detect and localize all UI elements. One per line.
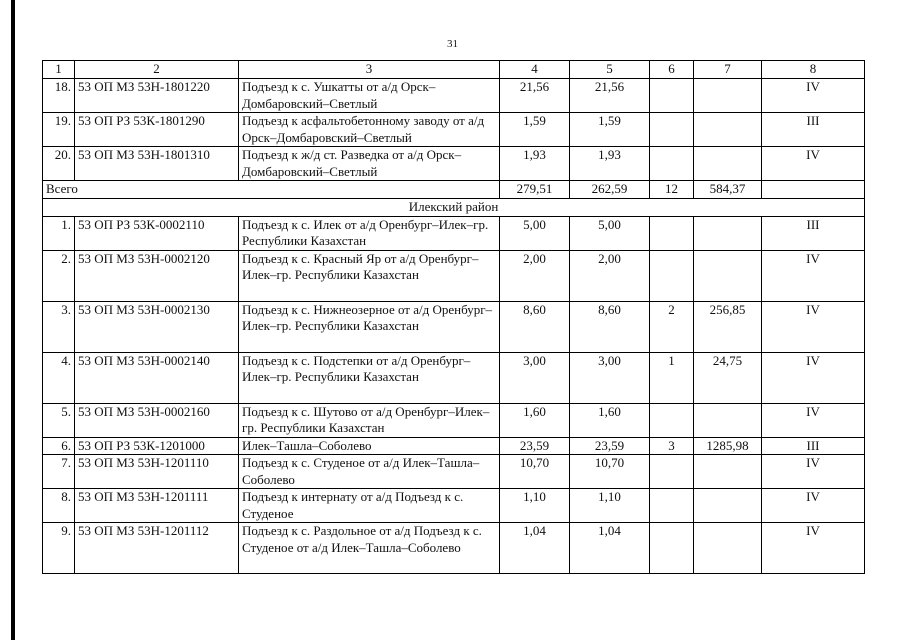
- road-name: Подъезд к ж/д ст. Разведка от а/д Орск–Домбаровский–Светлый: [239, 147, 500, 181]
- bridge-count: [650, 523, 694, 574]
- length-value: 1,93: [500, 147, 570, 181]
- length-value: 8,60: [500, 301, 570, 352]
- row-number: 5.: [43, 403, 75, 437]
- length-value-2: 1,10: [570, 489, 650, 523]
- total-length: 279,51: [500, 181, 570, 199]
- total-label: Всего: [43, 181, 500, 199]
- length-value: 23,59: [500, 437, 570, 455]
- length-value-2: 21,56: [570, 79, 650, 113]
- bridge-count: [650, 79, 694, 113]
- bridge-length: 24,75: [694, 352, 762, 403]
- length-value: 5,00: [500, 216, 570, 250]
- row-number: 9.: [43, 523, 75, 574]
- total-row: [43, 181, 865, 199]
- total-bridge-length: 584,37: [694, 181, 762, 199]
- length-value: 1,10: [500, 489, 570, 523]
- road-code: 53 ОП МЗ 53Н-1201112: [75, 523, 239, 574]
- road-name: Подъезд к с. Ушкатты от а/д Орск–Домбаровский–Светлый: [239, 79, 500, 113]
- bridge-count: [650, 113, 694, 147]
- road-code: 53 ОП РЗ 53К-0002110: [75, 216, 239, 250]
- bridge-count: [650, 250, 694, 301]
- table-row: [43, 250, 865, 301]
- bridge-length: [694, 455, 762, 489]
- length-value-2: 3,00: [570, 352, 650, 403]
- total-category: [762, 181, 865, 199]
- row-number: 2.: [43, 250, 75, 301]
- bridge-length: 256,85: [694, 301, 762, 352]
- table-row: [43, 147, 865, 181]
- bridge-length: [694, 79, 762, 113]
- total-bridge-count: 12: [650, 181, 694, 199]
- road-name: Подъезд к с. Подстепки от а/д Оренбург–Илек–гр. Республики Казахстан: [239, 352, 500, 403]
- bridge-count: [650, 455, 694, 489]
- road-category: III: [762, 113, 865, 147]
- road-code: 53 ОП МЗ 53Н-0002130: [75, 301, 239, 352]
- column-header: 5: [570, 61, 650, 79]
- length-value-2: 5,00: [570, 216, 650, 250]
- table-row: [43, 352, 865, 403]
- road-category: IV: [762, 301, 865, 352]
- road-category: IV: [762, 147, 865, 181]
- length-value-2: 10,70: [570, 455, 650, 489]
- column-header: 4: [500, 61, 570, 79]
- bridge-length: [694, 489, 762, 523]
- road-name: Илек–Ташла–Соболево: [239, 437, 500, 455]
- road-name: Подъезд к асфальтобетонному заводу от а/д Орск–Домбаровский–Светлый: [239, 113, 500, 147]
- row-number: 4.: [43, 352, 75, 403]
- row-number: 7.: [43, 455, 75, 489]
- length-value: 1,59: [500, 113, 570, 147]
- road-name: Подъезд к с. Нижнеозерное от а/д Оренбург–Илек–гр. Республики Казахстан: [239, 301, 500, 352]
- road-code: 53 ОП МЗ 53Н-1801220: [75, 79, 239, 113]
- table-row: [43, 523, 865, 574]
- length-value: 10,70: [500, 455, 570, 489]
- road-code: 53 ОП РЗ 53К-1801290: [75, 113, 239, 147]
- row-number: 19.: [43, 113, 75, 147]
- road-code: 53 ОП РЗ 53К-1201000: [75, 437, 239, 455]
- road-code: 53 ОП МЗ 53Н-1201110: [75, 455, 239, 489]
- bridge-length: [694, 250, 762, 301]
- length-value-2: 1,60: [570, 403, 650, 437]
- total-length-2: 262,59: [570, 181, 650, 199]
- road-table: [42, 60, 865, 574]
- bridge-count: 1: [650, 352, 694, 403]
- row-number: 8.: [43, 489, 75, 523]
- column-header: 8: [762, 61, 865, 79]
- road-name: Подъезд к с. Раздольное от а/д Подъезд к с. Студеное от а/д Илек–Ташла–Соболево: [239, 523, 500, 574]
- length-value-2: 1,93: [570, 147, 650, 181]
- road-name: Подъезд к с. Шутово от а/д Оренбург–Илек–гр. Республики Казахстан: [239, 403, 500, 437]
- road-name: Подъезд к с. Студеное от а/д Илек–Ташла–Соболево: [239, 455, 500, 489]
- road-category: IV: [762, 455, 865, 489]
- column-header: 2: [75, 61, 239, 79]
- table-row: [43, 79, 865, 113]
- road-code: 53 ОП МЗ 53Н-1801310: [75, 147, 239, 181]
- length-value-2: 1,04: [570, 523, 650, 574]
- bridge-count: [650, 147, 694, 181]
- row-number: 20.: [43, 147, 75, 181]
- bridge-count: 2: [650, 301, 694, 352]
- road-name: Подъезд к интернату от а/д Подъезд к с. Студеное: [239, 489, 500, 523]
- road-category: IV: [762, 250, 865, 301]
- bridge-count: [650, 216, 694, 250]
- road-code: 53 ОП МЗ 53Н-0002120: [75, 250, 239, 301]
- section-title: Илекский район: [43, 199, 865, 217]
- column-number-row: [43, 61, 865, 79]
- road-name: Подъезд к с. Илек от а/д Оренбург–Илек–гр. Республики Казахстан: [239, 216, 500, 250]
- length-value: 2,00: [500, 250, 570, 301]
- road-code: 53 ОП МЗ 53Н-1201111: [75, 489, 239, 523]
- table-row: [43, 113, 865, 147]
- road-category: III: [762, 216, 865, 250]
- bridge-count: [650, 403, 694, 437]
- length-value: 3,00: [500, 352, 570, 403]
- column-header: 7: [694, 61, 762, 79]
- table-row: [43, 437, 865, 455]
- bridge-length: 1285,98: [694, 437, 762, 455]
- table-row: [43, 455, 865, 489]
- length-value-2: 23,59: [570, 437, 650, 455]
- bridge-length: [694, 216, 762, 250]
- page-number: 31: [447, 38, 458, 50]
- column-header: 6: [650, 61, 694, 79]
- bridge-length: [694, 523, 762, 574]
- row-number: 18.: [43, 79, 75, 113]
- length-value: 1,60: [500, 403, 570, 437]
- section-row: [43, 199, 865, 217]
- bridge-length: [694, 403, 762, 437]
- bridge-length: [694, 147, 762, 181]
- row-number: 3.: [43, 301, 75, 352]
- row-number: 1.: [43, 216, 75, 250]
- length-value: 1,04: [500, 523, 570, 574]
- table-row: [43, 301, 865, 352]
- road-category: III: [762, 437, 865, 455]
- length-value: 21,56: [500, 79, 570, 113]
- road-name: Подъезд к с. Красный Яр от а/д Оренбург–Илек–гр. Республики Казахстан: [239, 250, 500, 301]
- row-number: 6.: [43, 437, 75, 455]
- bridge-count: [650, 489, 694, 523]
- road-category: IV: [762, 523, 865, 574]
- bridge-length: [694, 113, 762, 147]
- length-value-2: 8,60: [570, 301, 650, 352]
- road-code: 53 ОП МЗ 53Н-0002160: [75, 403, 239, 437]
- length-value-2: 1,59: [570, 113, 650, 147]
- road-code: 53 ОП МЗ 53Н-0002140: [75, 352, 239, 403]
- road-category: IV: [762, 403, 865, 437]
- column-header: 3: [239, 61, 500, 79]
- length-value-2: 2,00: [570, 250, 650, 301]
- table-row: [43, 489, 865, 523]
- page-edge: [11, 0, 15, 640]
- column-header: 1: [43, 61, 75, 79]
- road-category: IV: [762, 489, 865, 523]
- table-row: [43, 216, 865, 250]
- table-row: [43, 403, 865, 437]
- road-category: IV: [762, 79, 865, 113]
- bridge-count: 3: [650, 437, 694, 455]
- road-category: IV: [762, 352, 865, 403]
